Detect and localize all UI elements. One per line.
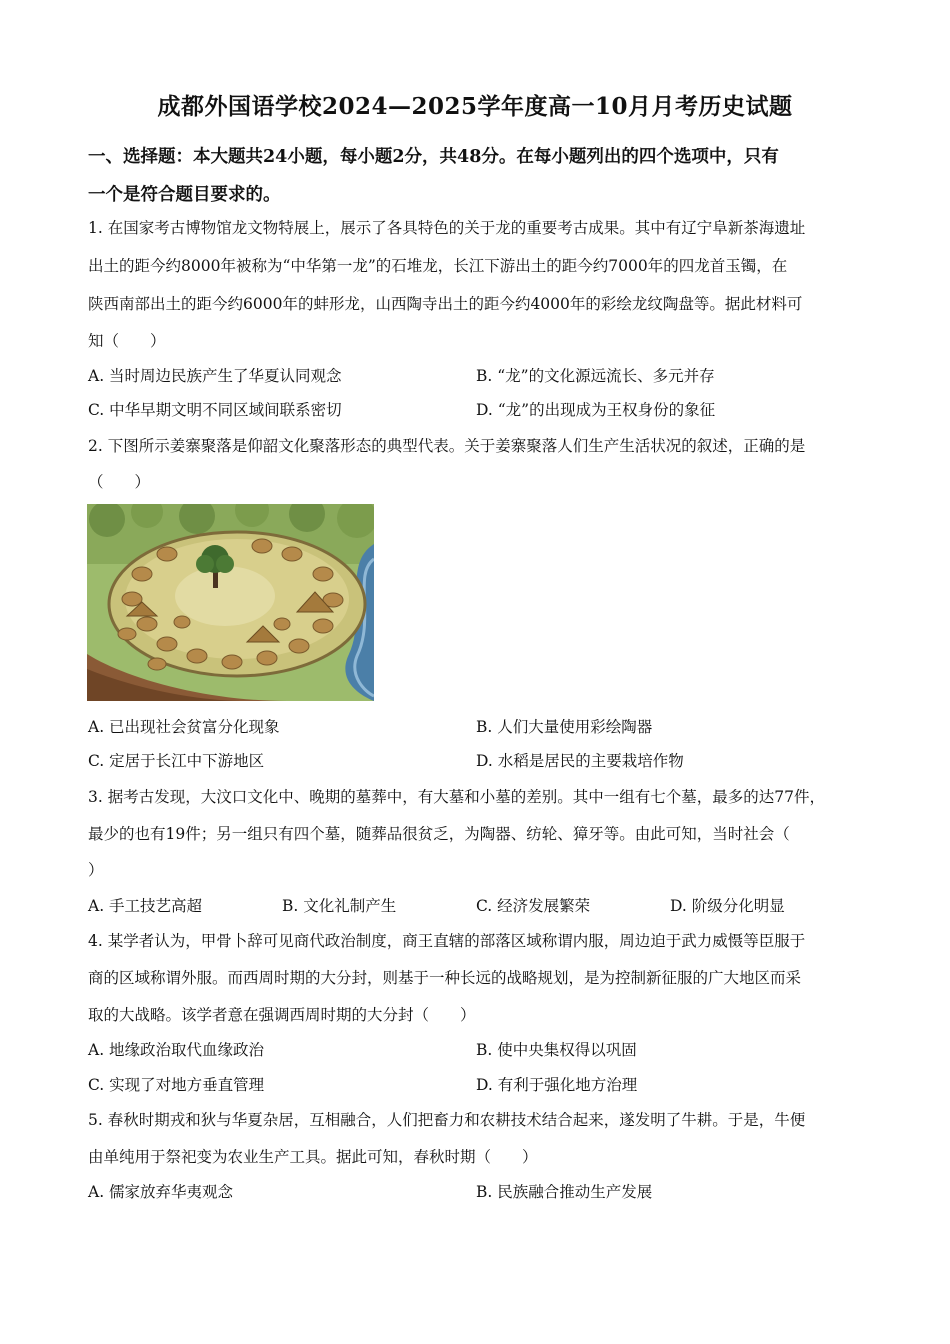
question-1-option-b: B. “龙”的文化源远流长、多元并存 (476, 367, 715, 385)
question-1-option-a: A. 当时周边民族产生了华夏认同观念 (88, 367, 342, 385)
question-4-line: 4. 某学者认为，甲骨卜辞可见商代政治制度，商王直辖的部落区域称谓内服，周边迫于武力威慑等臣服于 (88, 932, 806, 950)
jiangzhai-settlement-illustration (87, 504, 374, 701)
question-2-line: 2. 下图所示姜寨聚落是仰韶文化聚落形态的典型代表。关于姜寨聚落人们生产生活状况的叙述，正确的是 (88, 437, 806, 455)
question-5-line: 由单纯用于祭祀变为农业生产工具。据此可知，春秋时期（ ） (88, 1148, 538, 1166)
question-3-line: 3. 据考古发现，大汶口文化中、晚期的墓葬中，有大墓和小墓的差别。其中一组有七个墓，最多的达77件， (88, 788, 825, 806)
question-3-option-d: D. 阶级分化明显 (670, 897, 785, 915)
question-1-option-d: D. “龙”的出现成为王权身份的象征 (476, 401, 716, 419)
question-1-option-c: C. 中华早期文明不同区域间联系密切 (88, 401, 342, 419)
question-4-line: 取的大战略。该学者意在强调西周时期的大分封（ ） (88, 1006, 476, 1024)
question-5-option-b: B. 民族融合推动生产发展 (476, 1183, 653, 1201)
question-2-option-d: D. 水稻是居民的主要栽培作物 (476, 752, 684, 770)
question-2-option-c: C. 定居于长江中下游地区 (88, 752, 265, 770)
question-1-line: 出土的距今约8000年被称为“中华第一龙”的石堆龙，长江下游出土的距今约7000年的四龙首玉镯，在 (88, 257, 788, 275)
question-1-line: 知（ ） (88, 332, 166, 350)
question-4-option-d: D. 有利于强化地方治理 (476, 1076, 638, 1094)
section-heading-line1: 一、选择题：本大题共24小题，每小题2分，共48分。在每小题列出的四个选项中，只有 (88, 147, 779, 167)
question-5-line: 5. 春秋时期戎和狄与华夏杂居，互相融合，人们把畜力和农耕技术结合起来，遂发明了牛耕。于是，牛便 (88, 1111, 806, 1129)
question-4-option-b: B. 使中央集权得以巩固 (476, 1041, 637, 1059)
question-1-line: 1. 在国家考古博物馆龙文物特展上，展示了各具特色的关于龙的重要考古成果。其中有辽宁阜新茶海遗址 (88, 219, 806, 237)
question-3-option-c: C. 经济发展繁荣 (476, 897, 591, 915)
question-3-line: 最少的也有19件；另一组只有四个墓，随葬品很贫乏，为陶器、纺轮、獐牙等。由此可知，当时社会（ (88, 825, 790, 843)
question-4-option-c: C. 实现了对地方垂直管理 (88, 1076, 265, 1094)
question-3-option-a: A. 手工技艺高超 (88, 897, 203, 915)
question-5-option-a: A. 儒家放弃华夷观念 (88, 1183, 234, 1201)
question-4-option-a: A. 地缘政治取代血缘政治 (88, 1041, 265, 1059)
question-2-line: （ ） (88, 473, 151, 491)
question-1-line: 陕西南部出土的距今约6000年的蚌形龙，山西陶寺出土的距今约4000年的彩绘龙纹陶盘等。据此材料可 (88, 295, 803, 313)
question-2-option-b: B. 人们大量使用彩绘陶器 (476, 718, 653, 736)
section-heading-line2: 一个是符合题目要求的。 (88, 185, 281, 205)
question-3-line: ） (88, 861, 104, 879)
question-2-option-a: A. 已出现社会贫富分化现象 (88, 718, 280, 736)
question-4-line: 商的区域称谓外服。而西周时期的大分封，则基于一种长远的战略规划，是为控制新征服的广大地区而采 (88, 969, 802, 987)
question-3-option-b: B. 文化礼制产生 (282, 897, 397, 915)
exam-title: 成都外国语学校2024—2025学年度高一10月月考历史试题 (157, 93, 793, 120)
